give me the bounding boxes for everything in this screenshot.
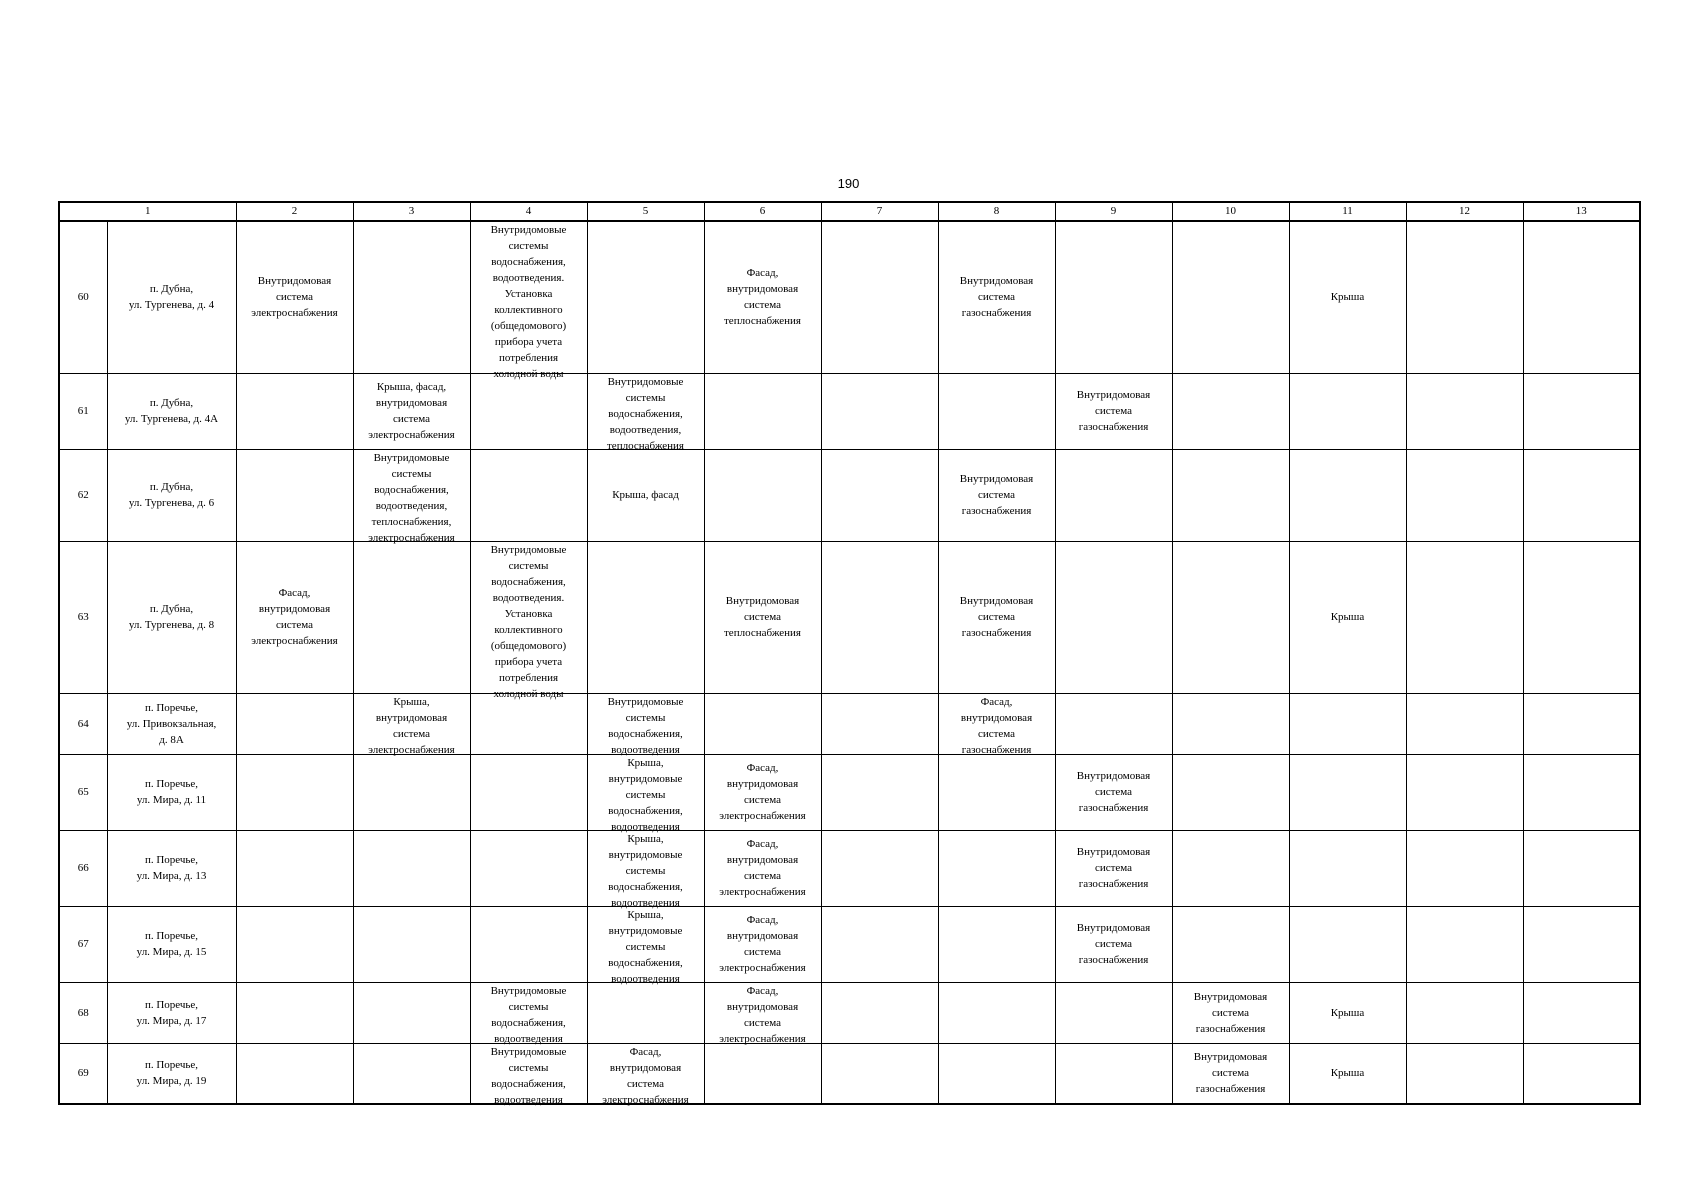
work-cell bbox=[236, 373, 353, 449]
work-cell bbox=[1172, 982, 1289, 1043]
column-header: 6 bbox=[704, 202, 821, 221]
work-cell-text: Внутридомовые системы водоснабжения, водоотведения bbox=[490, 1045, 567, 1106]
work-cell bbox=[1523, 221, 1640, 373]
work-cell bbox=[704, 221, 821, 373]
address-cell: п. Дубна, ул. Тургенева, д. 8 bbox=[107, 541, 236, 693]
work-cell bbox=[1406, 830, 1523, 906]
work-cell-text: Внутридомовые системы водоснабжения, водоотведения. Установка коллективного (общедомового) прибора учета потребления холодной воды bbox=[490, 544, 567, 700]
work-cell bbox=[236, 449, 353, 541]
column-header: 5 bbox=[587, 202, 704, 221]
table-row bbox=[59, 541, 1640, 693]
work-cell bbox=[938, 982, 1055, 1043]
column-header: 8 bbox=[938, 202, 1055, 221]
work-cell bbox=[1055, 221, 1172, 373]
work-cell bbox=[1406, 221, 1523, 373]
work-cell-text: Крыша, фасад, внутридомовая система электроснабжения bbox=[368, 381, 455, 441]
column-header: 2 bbox=[236, 202, 353, 221]
work-cell-text: Крыша, внутридомовые системы водоснабжения, водоотведения bbox=[608, 757, 683, 833]
work-cell bbox=[587, 1043, 704, 1104]
work-cell bbox=[236, 1043, 353, 1104]
column-header: 3 bbox=[353, 202, 470, 221]
work-cell-text: Внутридомовые системы водоснабжения, водоотведения bbox=[607, 696, 684, 756]
work-cell bbox=[1055, 830, 1172, 906]
work-cell bbox=[821, 693, 938, 754]
table-row bbox=[59, 1043, 1640, 1104]
work-cell bbox=[1055, 449, 1172, 541]
work-cell bbox=[821, 541, 938, 693]
work-cell-text: Крыша bbox=[1330, 291, 1365, 304]
work-cell bbox=[353, 906, 470, 982]
work-cell bbox=[704, 830, 821, 906]
work-cell bbox=[704, 754, 821, 830]
column-header: 11 bbox=[1289, 202, 1406, 221]
work-cell bbox=[704, 1043, 821, 1104]
address-cell: п. Поречье, ул. Привокзальная, д. 8А bbox=[107, 693, 236, 754]
work-cell bbox=[587, 221, 704, 373]
work-cell bbox=[236, 221, 353, 373]
work-cell bbox=[1289, 449, 1406, 541]
work-cell bbox=[1523, 754, 1640, 830]
row-number: 63 bbox=[59, 541, 107, 693]
address-cell: п. Поречье, ул. Мира, д. 15 bbox=[107, 906, 236, 982]
work-cell bbox=[353, 693, 470, 754]
address-cell: п. Поречье, ул. Мира, д. 19 bbox=[107, 1043, 236, 1104]
work-cell-text: Внутридомовая система газоснабжения bbox=[1076, 770, 1151, 814]
address-cell: п. Дубна, ул. Тургенева, д. 4 bbox=[107, 221, 236, 373]
work-cell-text: Внутридомовая система газоснабжения bbox=[1076, 389, 1151, 433]
work-cell-text: Внутридомовая система теплоснабжения bbox=[724, 595, 801, 639]
column-header: 4 bbox=[470, 202, 587, 221]
work-cell-text: Внутридомовая система газоснабжения bbox=[959, 595, 1034, 639]
work-cell bbox=[1523, 449, 1640, 541]
work-cell bbox=[1055, 373, 1172, 449]
work-cell bbox=[1289, 982, 1406, 1043]
work-cell-text: Внутридомовая система газоснабжения bbox=[1193, 990, 1268, 1035]
work-cell bbox=[1055, 754, 1172, 830]
work-cell bbox=[821, 906, 938, 982]
work-cell-text: Фасад, внутридомовая система газоснабжения bbox=[960, 696, 1033, 756]
table-header bbox=[59, 202, 1640, 221]
work-cell bbox=[821, 754, 938, 830]
row-number: 69 bbox=[59, 1043, 107, 1104]
work-cell bbox=[1289, 693, 1406, 754]
work-cell-text: Внутридомовая система газоснабжения bbox=[1193, 1051, 1268, 1096]
work-cell bbox=[1289, 906, 1406, 982]
row-number: 65 bbox=[59, 754, 107, 830]
work-cell bbox=[1523, 541, 1640, 693]
row-number: 64 bbox=[59, 693, 107, 754]
work-cell bbox=[704, 982, 821, 1043]
work-cell bbox=[236, 754, 353, 830]
work-cell bbox=[587, 906, 704, 985]
table-row bbox=[59, 906, 1640, 982]
work-cell bbox=[470, 906, 587, 982]
work-cell bbox=[1172, 449, 1289, 541]
work-cell-text: Фасад, внутридомовая система электроснабжения bbox=[719, 762, 806, 822]
work-cell bbox=[353, 373, 470, 449]
work-cell bbox=[821, 373, 938, 449]
work-cell-text: Внутридомовые системы водоснабжения, водоотведения, теплоснабжения bbox=[607, 376, 684, 452]
work-cell bbox=[587, 449, 704, 541]
work-cell bbox=[704, 693, 821, 754]
column-header: 13 bbox=[1523, 202, 1640, 221]
table-row bbox=[59, 221, 1640, 373]
column-header: 7 bbox=[821, 202, 938, 221]
work-cell bbox=[587, 693, 704, 754]
row-number: 61 bbox=[59, 373, 107, 449]
work-cell bbox=[1289, 373, 1406, 449]
work-cell-text: Внутридомовая система газоснабжения bbox=[1076, 922, 1151, 966]
work-cell bbox=[1172, 541, 1289, 693]
work-cell bbox=[704, 541, 821, 693]
work-cell bbox=[1055, 982, 1172, 1043]
row-number: 62 bbox=[59, 449, 107, 541]
work-cell-text: Внутридомовая система газоснабжения bbox=[959, 473, 1034, 517]
work-cell-text: Фасад, внутридомовая система электроснабжения bbox=[719, 985, 806, 1045]
row-number: 67 bbox=[59, 906, 107, 982]
work-cell bbox=[704, 449, 821, 541]
address-cell: п. Поречье, ул. Мира, д. 17 bbox=[107, 982, 236, 1043]
work-cell bbox=[470, 830, 587, 906]
work-cell bbox=[470, 541, 587, 700]
work-cell-text: Фасад, внутридомовая система электроснабжения bbox=[719, 914, 806, 974]
work-cell bbox=[1523, 982, 1640, 1043]
work-cell bbox=[1406, 1043, 1523, 1104]
work-cell bbox=[353, 982, 470, 1043]
work-cell bbox=[821, 982, 938, 1043]
work-cell bbox=[587, 982, 704, 1043]
work-cell bbox=[821, 1043, 938, 1104]
work-cell bbox=[938, 830, 1055, 906]
work-cell-text: Крыша bbox=[1330, 611, 1365, 623]
work-cell bbox=[236, 830, 353, 906]
work-cell bbox=[704, 906, 821, 982]
work-cell bbox=[1289, 754, 1406, 830]
registry-table bbox=[58, 201, 1641, 1105]
table-row bbox=[59, 449, 1640, 541]
work-cell-text: Внутридомовые системы водоснабжения, водоотведения bbox=[490, 985, 567, 1045]
work-cell-text: Фасад, внутридомовая система электроснабжения bbox=[251, 587, 338, 647]
work-cell bbox=[236, 906, 353, 982]
column-header: 10 bbox=[1172, 202, 1289, 221]
work-cell bbox=[236, 541, 353, 693]
work-cell bbox=[1523, 373, 1640, 449]
work-cell-text: Крыша, внутридомовая система электроснабжения bbox=[368, 696, 455, 756]
work-cell bbox=[1406, 906, 1523, 982]
work-cell-text: Внутридомовая система газоснабжения bbox=[1076, 846, 1151, 890]
work-cell bbox=[1172, 754, 1289, 830]
work-cell bbox=[1055, 1043, 1172, 1104]
work-cell bbox=[938, 449, 1055, 541]
work-cell bbox=[1406, 541, 1523, 693]
work-cell bbox=[938, 906, 1055, 982]
column-header: 1 bbox=[59, 202, 236, 221]
work-cell bbox=[236, 693, 353, 754]
work-cell bbox=[704, 373, 821, 449]
work-cell bbox=[470, 982, 587, 1043]
work-cell bbox=[1172, 1043, 1289, 1104]
table-row bbox=[59, 754, 1640, 830]
work-cell bbox=[1172, 221, 1289, 373]
work-cell bbox=[587, 541, 704, 693]
work-cell bbox=[587, 754, 704, 833]
work-cell bbox=[470, 449, 587, 541]
work-cell bbox=[470, 221, 587, 381]
work-cell bbox=[587, 830, 704, 909]
work-cell bbox=[938, 541, 1055, 693]
work-cell bbox=[1055, 906, 1172, 982]
work-cell bbox=[1406, 754, 1523, 830]
work-cell bbox=[470, 1043, 587, 1104]
work-cell bbox=[938, 373, 1055, 449]
address-cell: п. Дубна, ул. Тургенева, д. 4А bbox=[107, 373, 236, 449]
work-cell-text: Крыша, внутридомовые системы водоснабжения, водоотведения bbox=[608, 909, 683, 985]
work-cell bbox=[470, 693, 587, 754]
work-cell-text: Внутридомовая система газоснабжения bbox=[959, 275, 1034, 320]
work-cell-text: Крыша bbox=[1330, 1006, 1365, 1019]
work-cell bbox=[1406, 449, 1523, 541]
work-cell-text: Фасад, внутридомовая система электроснабжения bbox=[602, 1045, 689, 1106]
work-cell-text: Внутридомовая система электроснабжения bbox=[251, 275, 338, 320]
column-header: 9 bbox=[1055, 202, 1172, 221]
table-row bbox=[59, 982, 1640, 1043]
address-cell: п. Поречье, ул. Мира, д. 11 bbox=[107, 754, 236, 830]
work-cell bbox=[1406, 693, 1523, 754]
work-cell bbox=[353, 1043, 470, 1104]
work-cell bbox=[1523, 693, 1640, 754]
work-cell bbox=[938, 221, 1055, 373]
table-body bbox=[59, 221, 1640, 1104]
work-cell-text: Внутридомовые системы водоснабжения, водоотведения, теплоснабжения, электроснабжения bbox=[368, 452, 455, 544]
work-cell-text: Внутридомовые системы водоснабжения, водоотведения. Установка коллективного (общедомового) прибора учета потребления холодной воды bbox=[490, 224, 567, 381]
work-cell bbox=[1172, 830, 1289, 906]
work-cell bbox=[470, 373, 587, 449]
work-cell bbox=[1523, 1043, 1640, 1104]
work-cell bbox=[1406, 982, 1523, 1043]
work-cell bbox=[821, 449, 938, 541]
work-cell bbox=[1172, 906, 1289, 982]
work-cell bbox=[1289, 830, 1406, 906]
work-cell bbox=[821, 221, 938, 373]
work-cell bbox=[1289, 541, 1406, 693]
work-cell-text: Фасад, внутридомовая система электроснабжения bbox=[719, 838, 806, 898]
work-cell bbox=[1289, 221, 1406, 373]
work-cell bbox=[821, 830, 938, 906]
work-cell bbox=[938, 1043, 1055, 1104]
work-cell-text: Крыша, внутридомовые системы водоснабжения, водоотведения bbox=[608, 833, 683, 909]
work-cell bbox=[587, 373, 704, 452]
work-cell bbox=[353, 221, 470, 373]
work-cell bbox=[1172, 693, 1289, 754]
work-cell bbox=[938, 693, 1055, 754]
address-cell: п. Поречье, ул. Мира, д. 13 bbox=[107, 830, 236, 906]
work-cell bbox=[1406, 373, 1523, 449]
table-row bbox=[59, 373, 1640, 449]
work-cell-text: Фасад, внутридомовая система теплоснабжения bbox=[724, 267, 801, 328]
work-cell bbox=[236, 982, 353, 1043]
work-cell bbox=[470, 754, 587, 830]
work-cell-text: Крыша, фасад bbox=[612, 489, 679, 501]
column-header: 12 bbox=[1406, 202, 1523, 221]
work-cell bbox=[1055, 541, 1172, 693]
address-cell: п. Дубна, ул. Тургенева, д. 6 bbox=[107, 449, 236, 541]
work-cell bbox=[1523, 830, 1640, 906]
work-cell bbox=[1055, 693, 1172, 754]
row-number: 60 bbox=[59, 221, 107, 373]
work-cell bbox=[1523, 906, 1640, 982]
page-number: 190 bbox=[837, 176, 860, 191]
table-row bbox=[59, 830, 1640, 906]
work-cell-text: Крыша bbox=[1330, 1067, 1365, 1080]
work-cell bbox=[353, 449, 470, 544]
work-cell bbox=[353, 754, 470, 830]
work-cell bbox=[938, 754, 1055, 830]
work-cell bbox=[1172, 373, 1289, 449]
table-row bbox=[59, 693, 1640, 754]
work-cell bbox=[353, 541, 470, 693]
work-cell bbox=[1289, 1043, 1406, 1104]
row-number: 66 bbox=[59, 830, 107, 906]
row-number: 68 bbox=[59, 982, 107, 1043]
work-cell bbox=[353, 830, 470, 906]
